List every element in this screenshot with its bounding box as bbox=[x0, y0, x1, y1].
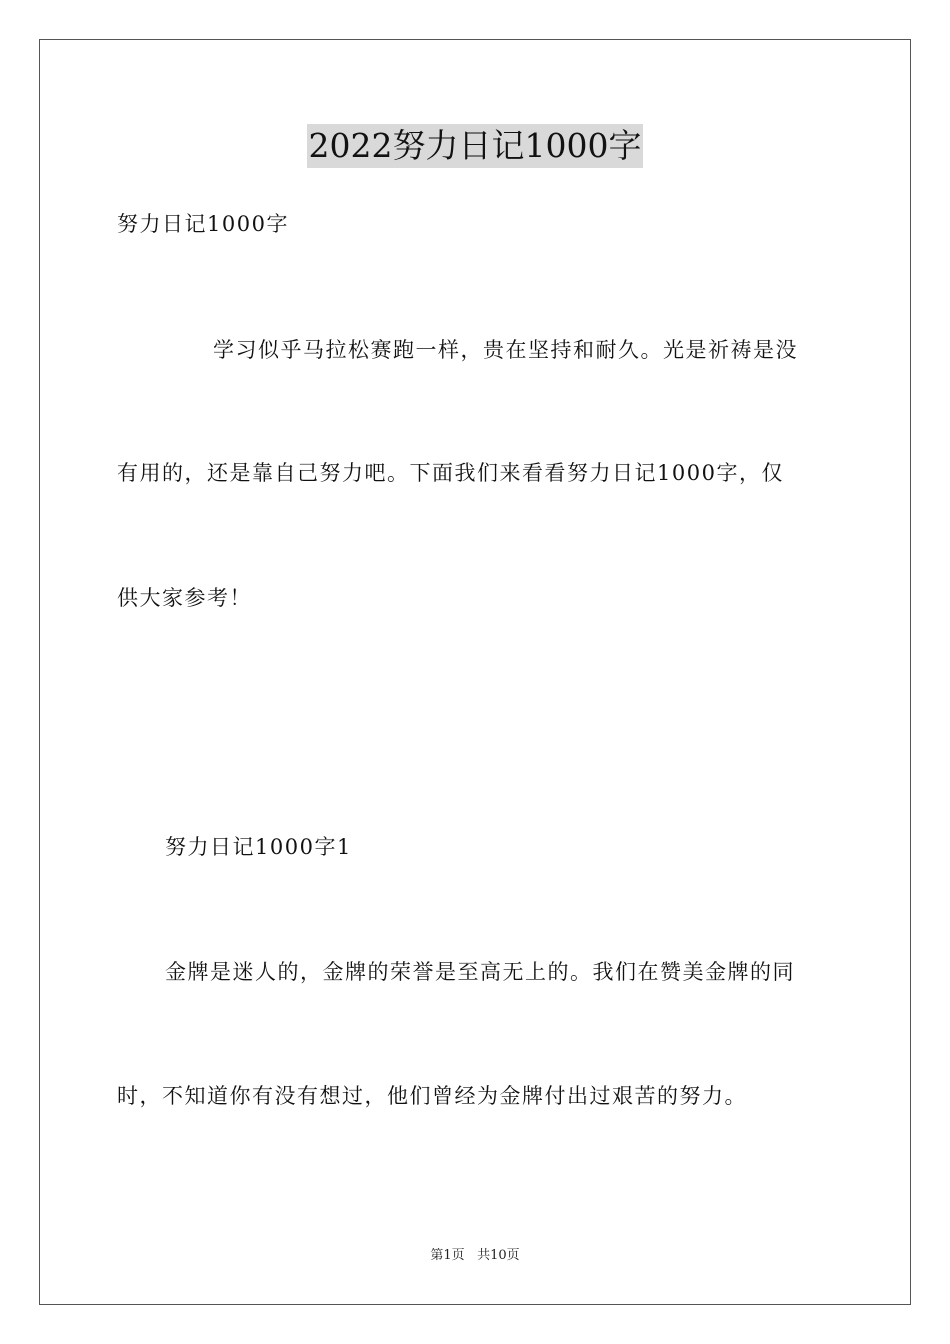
section-heading: 努力日记1000字1 bbox=[165, 835, 352, 859]
paragraph-2-line-1: 金牌是迷人的，金牌的荣誉是至高无上的。我们在赞美金牌的同 bbox=[165, 960, 795, 984]
page-total-label: 共10页 bbox=[477, 1248, 520, 1263]
paragraph-1-line-2: 有用的，还是靠自己努力吧。下面我们来看看努力日记1000字，仅 bbox=[117, 461, 784, 485]
document-title: 2022努力日记1000字 bbox=[307, 124, 644, 168]
paragraph-1-line-1: 学习似乎马拉松赛跑一样，贵在坚持和耐久。光是祈祷是没 bbox=[213, 338, 798, 362]
document-subtitle: 努力日记1000字 bbox=[117, 212, 289, 236]
paragraph-1-line-3: 供大家参考！ bbox=[117, 586, 252, 610]
page-number-label: 第1页 bbox=[430, 1248, 465, 1263]
title-container bbox=[0, 124, 950, 168]
paragraph-2-line-2: 时，不知道你有没有想过，他们曾经为金牌付出过艰苦的努力。 bbox=[117, 1084, 747, 1108]
page-footer bbox=[0, 1247, 950, 1265]
